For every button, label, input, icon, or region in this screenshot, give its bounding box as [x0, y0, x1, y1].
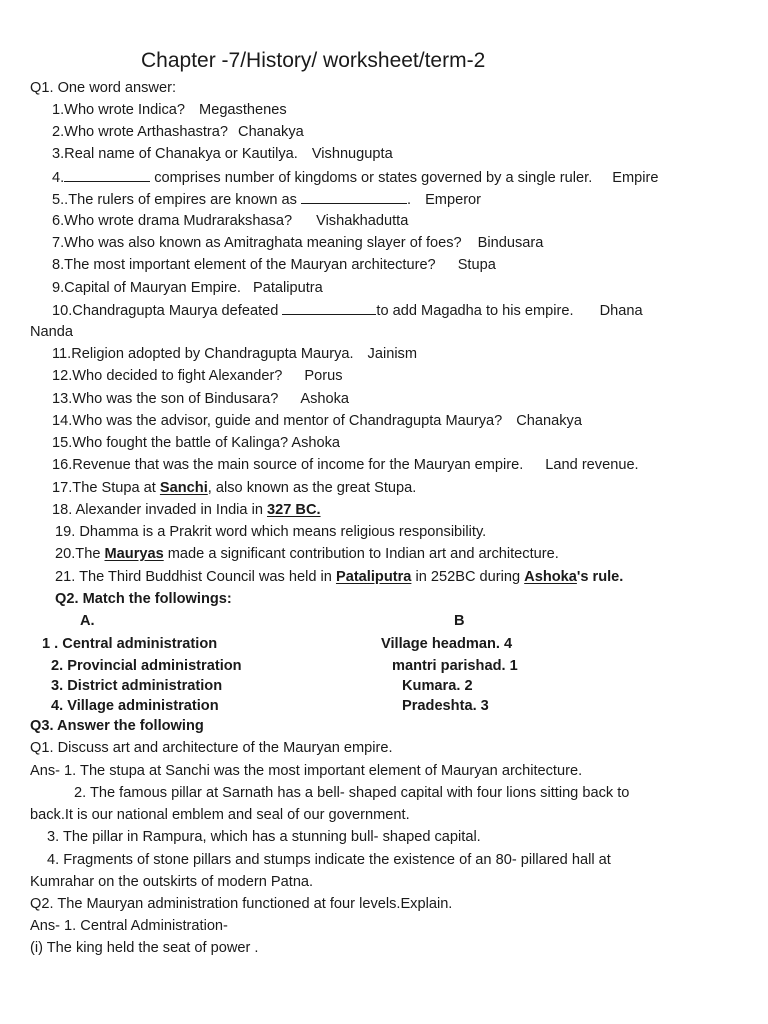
list-item: 13.Who was the son of Bindusara? Ashoka: [52, 391, 350, 407]
match-right-item: Kumara. 2: [402, 678, 473, 694]
q3-heading: Q3. Answer the following: [30, 718, 204, 734]
list-item-continuation: Nanda: [30, 324, 74, 340]
answer-blank: [301, 189, 407, 204]
list-item: 19. Dhamma is a Prakrit word which means religious responsibility.: [55, 524, 487, 540]
list-item: 21. The Third Buddhist Council was held in Pataliputra in 252BC during Ashoka's rule.: [55, 569, 624, 585]
list-item: 17.The Stupa at Sanchi, also known as the great Stupa.: [52, 480, 417, 496]
list-item: 6.Who wrote drama Mudrarakshasa? Vishakhadutta: [52, 213, 409, 229]
paragraph-line: Ans- 1. The stupa at Sanchi was the most important element of Mauryan architecture.: [30, 763, 583, 779]
list-item: 18. Alexander invaded in India in 327 BC.: [52, 502, 321, 518]
match-column-a-header: A.: [80, 613, 95, 629]
match-right-item: Pradeshta. 3: [402, 698, 489, 714]
answer-blank: [64, 167, 150, 182]
paragraph-line: 2. The famous pillar at Sarnath has a bell- shaped capital with four lions sitting back to: [74, 785, 630, 801]
list-item: 14.Who was the advisor, guide and mentor of Chandragupta Maurya? Chanakya: [52, 413, 582, 429]
paragraph-line: (i) The king held the seat of power .: [30, 940, 259, 956]
match-right-item: mantri parishad. 1: [392, 658, 518, 674]
match-column-b-header: B: [454, 613, 465, 629]
paragraph-line: 4. Fragments of stone pillars and stumps indicate the existence of an 80- pillared hall at: [47, 852, 611, 868]
match-left-item: 3. District administration: [51, 678, 223, 694]
paragraph-line: Kumrahar on the outskirts of modern Patna.: [30, 874, 314, 890]
paragraph-line: Q1. Discuss art and architecture of the Mauryan empire.: [30, 740, 393, 756]
list-item: 4. comprises number of kingdoms or states governed by a single ruler. Empire: [52, 167, 659, 188]
paragraph-line: Ans- 1. Central Administration-: [30, 918, 228, 934]
page-title: Chapter -7/History/ worksheet/term-2: [141, 49, 486, 72]
match-left-item: 4. Village administration: [51, 698, 219, 714]
match-left-item: 1 . Central administration: [42, 636, 218, 652]
paragraph-line: 3. The pillar in Rampura, which has a stunning bull- shaped capital.: [47, 829, 481, 845]
paragraph-line: Q2. The Mauryan administration functioned at four levels.Explain.: [30, 896, 453, 912]
list-item: 15.Who fought the battle of Kalinga? Ashoka: [52, 435, 341, 451]
list-item: 5..The rulers of empires are known as . Emperor: [52, 189, 481, 210]
list-item: 12.Who decided to fight Alexander? Porus: [52, 368, 343, 384]
q1-heading: Q1. One word answer:: [30, 80, 177, 96]
answer-blank: [282, 300, 376, 315]
list-item: 20.The Mauryas made a significant contribution to Indian art and architecture.: [55, 546, 559, 562]
list-item: 8.The most important element of the Mauryan architecture? Stupa: [52, 257, 496, 273]
list-item: 3.Real name of Chanakya or Kautilya. Vishnugupta: [52, 146, 393, 162]
list-item: 7.Who was also known as Amitraghata meaning slayer of foes? Bindusara: [52, 235, 544, 251]
match-right-item: Village headman. 4: [381, 636, 513, 652]
match-left-item: 2. Provincial administration: [51, 658, 242, 674]
list-item: 16.Revenue that was the main source of income for the Mauryan empire. Land revenue.: [52, 457, 639, 473]
paragraph-line: back.It is our national emblem and seal of our government.: [30, 807, 410, 823]
list-item: 1.Who wrote Indica? Megasthenes: [52, 102, 287, 118]
list-item: 9.Capital of Mauryan Empire. Pataliputra: [52, 280, 323, 296]
list-item: 11.Religion adopted by Chandragupta Maurya. Jainism: [52, 346, 418, 362]
q2-heading: Q2. Match the followings:: [55, 591, 232, 607]
list-item: 10.Chandragupta Maurya defeated to add Magadha to his empire. Dhana: [52, 300, 643, 321]
list-item: 2.Who wrote Arthashastra? Chanakya: [52, 124, 304, 140]
